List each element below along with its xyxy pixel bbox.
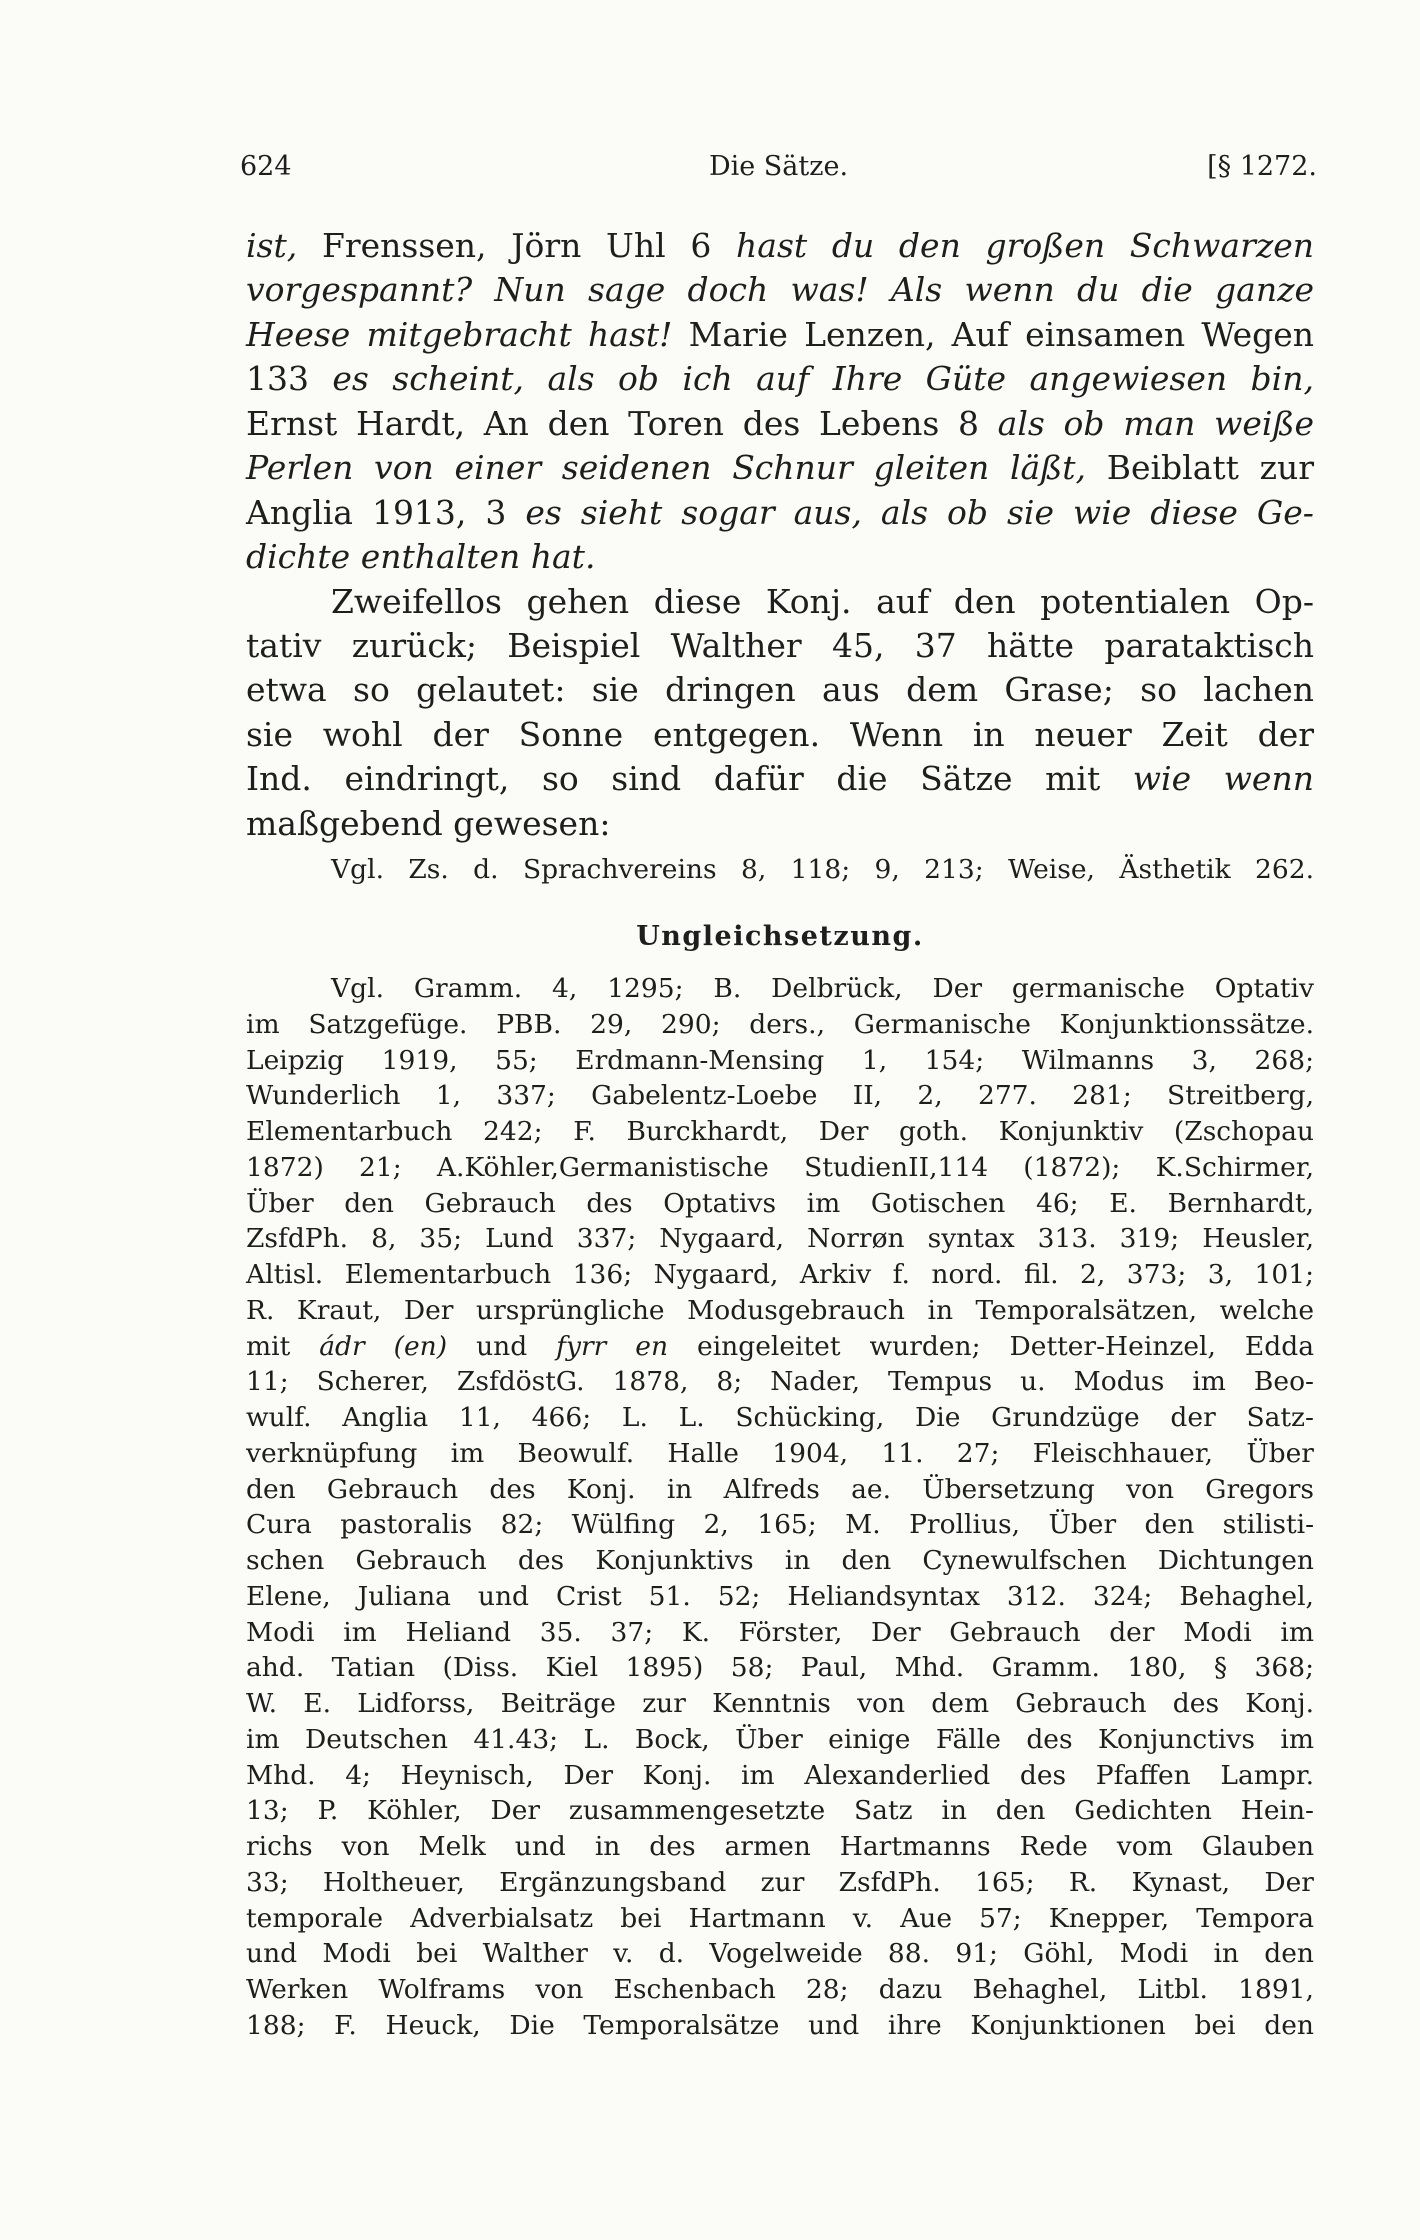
text-line	[246, 1150, 1314, 1186]
line-text	[246, 1472, 1314, 1508]
line-text	[246, 624, 1314, 668]
line-text	[246, 1364, 1314, 1400]
text-line	[246, 1364, 1314, 1400]
italic-text: Heese mitgebracht hast!	[246, 314, 673, 354]
text-line	[246, 491, 1314, 535]
roman-text: Anglia 1913, 3	[246, 492, 526, 532]
section-marker: [§ 1272.	[1207, 151, 1317, 182]
text-line	[246, 1901, 1314, 1937]
line-text	[246, 535, 595, 579]
roman-text: Ernst Hardt, An den Toren des Lebens 8	[246, 403, 998, 443]
roman-text: Beiblatt zur	[1086, 448, 1314, 488]
italic-text: dichte enthalten hat.	[246, 537, 596, 577]
text-line	[246, 446, 1314, 490]
roman-text: temporale Adverbialsatz bei Hartmann v. Aue 57; Knepper, Tempora	[246, 1902, 1315, 1934]
roman-text: Cura pastoralis 82; Wülfing 2, 165; M. Prollius, Über den stilisti-	[246, 1509, 1315, 1541]
italic-text: als ob man weiße	[997, 403, 1315, 443]
roman-text: Vgl. Gramm. 4, 1295; B. Delbrück, Der germanische Optativ	[331, 973, 1315, 1004]
roman-text: Ind. eindringt, so sind dafür die Sätze mit	[246, 759, 1133, 799]
line-text	[246, 668, 1314, 712]
line-text	[331, 580, 1314, 624]
roman-text: sie wohl der Sonne entgegen. Wenn in neuer Zeit der	[246, 714, 1315, 754]
text-line	[246, 2008, 1314, 2044]
roman-text: Elene, Juliana und Crist 51. 52; Heliandsyntax 312. 324; Behaghel,	[246, 1580, 1314, 1612]
text-line	[246, 1221, 1314, 1257]
text-line	[246, 357, 1314, 401]
text-line	[246, 268, 1314, 312]
roman-text: R. Kraut, Der ursprüngliche Modusgebrauch in Temporalsätzen, welche	[246, 1294, 1315, 1326]
text-line	[246, 624, 1314, 668]
roman-text: Über den Gebrauch des Optativs im Gotischen 46; E. Bernhardt,	[246, 1187, 1315, 1219]
text-line	[246, 1615, 1314, 1651]
roman-text: 1872) 21; A.Köhler,Germanistische StudienII,114 (1872); K.Schirmer,	[246, 1151, 1315, 1183]
line-text	[246, 2008, 1314, 2044]
text-line	[246, 1007, 1314, 1043]
roman-text: Marie Lenzen, Auf einsamen Wegen	[672, 314, 1315, 354]
italic-text: fyrr en	[556, 1330, 669, 1362]
roman-text: Zweifellos gehen diese Konj. auf den potentialen Op-	[331, 581, 1314, 621]
line-text	[246, 1329, 1314, 1365]
text-line	[246, 1400, 1314, 1436]
line-text	[246, 1686, 1314, 1722]
roman-text: eingeleitet wurden; Detter-Heinzel, Edda	[668, 1330, 1314, 1362]
reference-note	[246, 852, 1314, 888]
text-line	[246, 1579, 1314, 1615]
roman-text: richs von Melk und in des armen Hartmanns Rede vom Glauben	[246, 1831, 1315, 1862]
text-line	[246, 402, 1314, 446]
roman-text: Wunderlich 1, 337; Gabelentz-Loebe II, 2, 277. 281; Streitberg,	[246, 1080, 1315, 1112]
line-text	[246, 313, 1314, 357]
text-line	[246, 1293, 1314, 1329]
line-text	[246, 1114, 1314, 1150]
text-line	[246, 1972, 1314, 2008]
body-text	[246, 224, 1314, 846]
line-text	[246, 1043, 1314, 1079]
line-text	[246, 1972, 1314, 2008]
italic-text: ist,	[246, 226, 298, 265]
text-line	[246, 1078, 1314, 1114]
text-line	[246, 1865, 1314, 1901]
text-line	[246, 852, 1314, 888]
line-text	[246, 1722, 1314, 1758]
italic-text: wie wenn	[1132, 759, 1314, 799]
roman-text: 133	[246, 359, 333, 399]
text-line	[246, 713, 1314, 757]
roman-text: ZsfdPh. 8, 35; Lund 337; Nygaard, Norrøn syntax 313. 319; Heusler,	[246, 1223, 1314, 1255]
line-text	[246, 1507, 1314, 1543]
roman-text: 11; Scherer, ZsfdöstG. 1878, 8; Nader, Tempus u. Modus im Beo-	[246, 1366, 1314, 1398]
paragraph-continued	[246, 224, 1314, 580]
text-line	[246, 668, 1314, 712]
text-line	[246, 1722, 1314, 1758]
line-text	[246, 1007, 1314, 1043]
line-text	[246, 1758, 1314, 1794]
roman-text: maßgebend gewesen:	[246, 803, 611, 843]
italic-text: es scheint, als ob ich auf Ihre Güte angewiesen bin,	[332, 359, 1314, 399]
text-line	[246, 1650, 1314, 1686]
text-line	[246, 1936, 1314, 1972]
text-line	[246, 580, 1314, 624]
line-text	[246, 713, 1314, 757]
line-text	[246, 224, 1314, 268]
roman-text: 13; P. Köhler, Der zusammengesetzte Satz in den Gedichten Hein-	[246, 1795, 1314, 1827]
running-title: Die Sätze.	[708, 151, 849, 182]
text-line	[246, 1114, 1314, 1150]
line-text	[246, 1793, 1314, 1829]
text-line	[246, 971, 1314, 1007]
roman-text: Elementarbuch 242; F. Burckhardt, Der goth. Konjunktiv (Zschopau	[246, 1116, 1314, 1147]
italic-text: hast du den großen Schwarzen	[736, 226, 1315, 265]
text-line	[246, 1686, 1314, 1722]
roman-text: mit	[246, 1330, 320, 1362]
line-text	[246, 1865, 1314, 1901]
roman-text: im Deutschen 41.43; L. Bock, Über einige Fälle des Konjunctivs im	[246, 1723, 1314, 1755]
roman-text: wulf. Anglia 11, 466; L. L. Schücking, Die Grundzüge der Satz-	[246, 1402, 1314, 1433]
italic-text: es sieht sogar aus, als ob sie wie diese Ge-	[525, 492, 1314, 532]
line-text	[246, 1186, 1314, 1222]
text-line	[246, 1543, 1314, 1579]
roman-text: Vgl. Zs. d. Sprachvereins 8, 118; 9, 213; Weise, Ästhetik 262.	[331, 854, 1315, 885]
text-line	[246, 1472, 1314, 1508]
roman-text: den Gebrauch des Konj. in Alfreds ae. Übersetzung von Gregors	[246, 1473, 1315, 1505]
line-text	[246, 1579, 1314, 1615]
roman-text: tativ zurück; Beispiel Walther 45, 37 hätte parataktisch	[246, 625, 1315, 665]
italic-text: Perlen von einer seidenen Schnur gleiten läßt,	[246, 448, 1087, 488]
roman-text: verknüpfung im Beowulf. Halle 1904, 11. 27; Fleischhauer, Über	[246, 1437, 1314, 1469]
roman-text: 188; F. Heuck, Die Temporalsätze und ihre Konjunktionen bei den	[246, 2009, 1314, 2041]
text-line	[246, 802, 1314, 846]
roman-text: und	[447, 1330, 557, 1362]
roman-text: W. E. Lidforss, Beiträge zur Kenntnis von dem Gebrauch des Konj.	[246, 1688, 1315, 1719]
page-number: 624	[240, 151, 292, 182]
line-text	[331, 852, 1314, 888]
text-line	[246, 1793, 1314, 1829]
italic-text: vorgespannt? Nun sage doch was! Als wenn du die ganze	[246, 270, 1315, 310]
line-text	[246, 402, 1314, 446]
line-text	[246, 268, 1314, 312]
line-text	[331, 971, 1314, 1007]
line-text	[246, 1936, 1314, 1972]
line-text	[246, 1293, 1314, 1329]
text-line	[246, 1186, 1314, 1222]
text-line	[246, 535, 1314, 579]
paragraph	[246, 580, 1314, 847]
line-text	[246, 1829, 1314, 1865]
roman-text: schen Gebrauch des Konjunktivs in den Cynewulfschen Dichtungen	[246, 1545, 1314, 1576]
text-line	[246, 1436, 1314, 1472]
line-text	[246, 1221, 1314, 1257]
line-text	[246, 1543, 1314, 1579]
roman-text: Frenssen, Jörn Uhl 6	[297, 226, 737, 265]
line-text	[246, 1400, 1314, 1436]
line-text	[246, 1150, 1314, 1186]
roman-text: Altisl. Elementarbuch 136; Nygaard, Arkiv f. nord. fil. 2, 373; 3, 101;	[246, 1259, 1314, 1290]
roman-text: etwa so gelautet: sie dringen aus dem Grase; so lachen	[246, 670, 1314, 710]
text-line	[246, 313, 1314, 357]
line-text	[246, 802, 610, 846]
line-text	[246, 1615, 1314, 1651]
text-line	[246, 1829, 1314, 1865]
line-text	[246, 1901, 1314, 1937]
text-line	[246, 757, 1314, 801]
text-line	[246, 1758, 1314, 1794]
line-text	[246, 446, 1314, 490]
line-text	[246, 1257, 1314, 1293]
text-line	[246, 1257, 1314, 1293]
line-text	[246, 357, 1314, 401]
text-line	[246, 1329, 1314, 1365]
section-heading: Ungleichsetzung.	[636, 921, 924, 952]
text-line	[246, 1043, 1314, 1079]
roman-text: Mhd. 4; Heynisch, Der Konj. im Alexanderlied des Pfaffen Lampr.	[246, 1759, 1315, 1791]
line-text	[246, 1436, 1314, 1472]
roman-text: Werken Wolframs von Eschenbach 28; dazu Behaghel, Litbl. 1891,	[246, 1974, 1314, 2005]
roman-text: Modi im Heliand 35. 37; K. Förster, Der Gebrauch der Modi im	[246, 1616, 1314, 1648]
line-text	[246, 1650, 1314, 1686]
line-text	[246, 491, 1314, 535]
bibliography	[246, 971, 1314, 2044]
roman-text: ahd. Tatian (Diss. Kiel 1895) 58; Paul, Mhd. Gramm. 180, § 368;	[246, 1652, 1315, 1684]
roman-text: 33; Holtheuer, Ergänzungsband zur ZsfdPh. 165; R. Kynast, Der	[246, 1866, 1314, 1898]
running-header	[240, 150, 1317, 184]
italic-text: ádr (en)	[319, 1330, 448, 1362]
line-text	[246, 1078, 1314, 1114]
roman-text: Leipzig 1919, 55; Erdmann-Mensing 1, 154; Wilmanns 3, 268;	[246, 1044, 1315, 1076]
line-text	[246, 757, 1314, 801]
text-line	[246, 224, 1314, 268]
roman-text: und Modi bei Walther v. d. Vogelweide 88. 91; Göhl, Modi in den	[246, 1938, 1314, 1970]
roman-text: im Satzgefüge. PBB. 29, 290; ders., Germanische Konjunktionssätze.	[246, 1008, 1314, 1040]
text-line	[246, 1507, 1314, 1543]
